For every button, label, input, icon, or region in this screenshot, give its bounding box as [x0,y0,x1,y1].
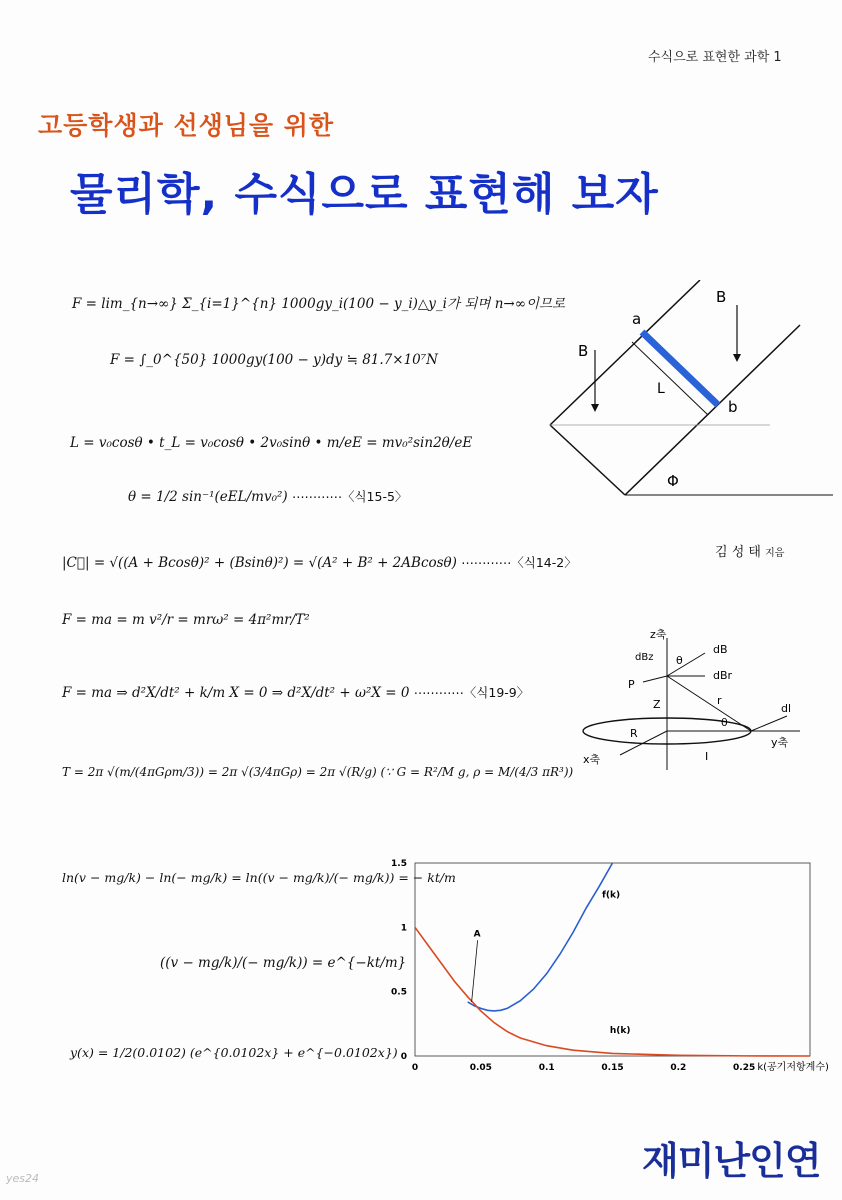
equation-5 [62,553,577,571]
x-tick-label-1: 0.05 [469,1063,492,1073]
x-axis-label: k(공기저항계수) [757,1062,829,1073]
I-label: I [705,750,709,763]
annotation-label-0: A [473,929,481,940]
rail-end [550,425,625,495]
author-name: 김 성 태 [715,545,761,560]
loop-diagram [575,620,815,780]
equation-8-text: T = 2π √(m/(4πGρm/3)) = 2π √(3/4πGρ) = 2π √(R/g) (∵ G = R²/M g, ρ = M/(4/3 πR³)) [62,765,574,779]
rail-lower [625,325,800,495]
equation-tag-19-9: ⋯⋯⋯⋯〈식19-9〉 [413,685,530,700]
equation-11-text: y(x) = 1/2(0.0102) (e^{0.0102x} + e^{−0.0102x}) [70,1045,398,1060]
dBz-label: dBz [635,652,654,663]
y-axis-label: y축 [771,736,789,749]
theta-bottom-label: θ [721,716,728,729]
theta-top-label: θ [676,654,683,667]
rail-upper [550,280,700,425]
label-B-left: B [578,342,589,360]
y-tick-label-0: 0 [400,1052,407,1062]
equation-2 [110,352,438,368]
dB-label: dB [713,643,728,656]
kf-chart [380,845,830,1085]
equation-5-text: |C⃗| = √((A + Bcosθ)² + (Bsinθ)²) = √(A² + B² + 2ABcosθ) [62,555,457,571]
author [715,541,784,560]
equation-1-text: F = lim_{n→∞} Σ_{i=1}^{n} 1000gy_i(100 − y_i)△y_i가 되며 n→∞이므로 [72,296,566,312]
equation-10 [160,955,406,971]
book-title: 물리학, 수식으로 표현해 보자 [70,169,659,220]
equation-10-text: ((v − mg/k)/(− mg/k)) = e^{−kt/m} [160,955,407,971]
rail-diagram [540,280,840,510]
y-tick-label-1: 0.5 [391,987,407,998]
author-role: 지음 [765,548,785,559]
equation-4-text: θ = 1/2 sin⁻¹(eEL/mv₀²) [128,489,288,505]
P-label: P [628,678,635,691]
equation-tag-15-5: ⋯⋯⋯⋯〈식15-5〉 [291,489,408,504]
series-line-f-k [468,863,613,1011]
y-tick-label-2: 1 [400,923,407,934]
y-tick-label-3: 1.5 [391,859,407,869]
P-pointer [643,676,667,682]
dl-label: dl [781,702,792,715]
dl-arrow [751,716,787,731]
equation-3 [70,435,472,451]
R-label: R [630,727,638,740]
length-marker [632,342,708,415]
equation-6 [62,612,310,628]
equation-1 [72,292,565,312]
label-L: L [657,381,665,397]
annotation-arrow-0 [472,940,478,1002]
x-tick-label-4: 0.2 [670,1063,687,1073]
label-a: a [632,310,642,328]
z-axis-label: z축 [650,628,667,641]
equation-11 [70,1045,398,1060]
equation-8 [62,765,573,779]
label-b: b [728,398,738,416]
x-tick-label-5: 0.25 [733,1063,756,1073]
equation-7 [62,683,529,701]
equation-2-text: F = ∫_0^{50} 1000gy(100 − y)dy ≒ 81.7×10⁷N [110,352,438,368]
r-line [667,676,751,731]
equation-4 [128,487,407,505]
book-subtitle: 고등학생과 선생님을 위한 [38,111,335,140]
dBr-label: dBr [713,669,733,682]
x-tick-label-3: 0.15 [601,1063,624,1073]
series-line-h-k [415,927,810,1056]
r-label: r [717,694,722,707]
series-label: 수식으로 표현한 과학 1 [648,50,782,65]
x-tick-label-0: 0 [411,1063,419,1073]
publisher-logo: 재미난인연 [642,1139,821,1183]
x-axis-label: x축 [583,753,601,766]
equation-3-text: L = v₀cosθ • t_L = v₀cosθ • 2v₀sinθ • m/eE = mv₀²sin2θ/eE [70,435,473,451]
watermark: yes24 [6,1172,40,1185]
equation-6-text: F = ma = m v²/r = mrω² = 4π²mr/T² [62,612,310,628]
dB-vector [667,653,705,676]
Z-label: Z [653,698,661,711]
label-B-right: B [716,288,727,306]
equation-tag-14-2: ⋯⋯⋯⋯〈식14-2〉 [461,555,577,570]
equation-9-text: ln(v − mg/k) − ln(− mg/k) = ln((v − mg/k)/(− mg/k)) = − kt/m [62,870,456,885]
b-field-arrowhead-2 [733,354,741,362]
series-label-h-k: h(k) [609,1025,631,1036]
x-tick-label-2: 0.1 [538,1063,555,1073]
conducting-rod [642,332,718,405]
label-phi: Φ [667,472,679,490]
b-field-arrowhead-1 [591,404,599,412]
equation-7-text: F = ma ⇒ d²X/dt² + k/m X = 0 ⇒ d²X/dt² + ω²X = 0 [62,685,410,701]
series-label-f-k: f(k) [601,890,621,901]
